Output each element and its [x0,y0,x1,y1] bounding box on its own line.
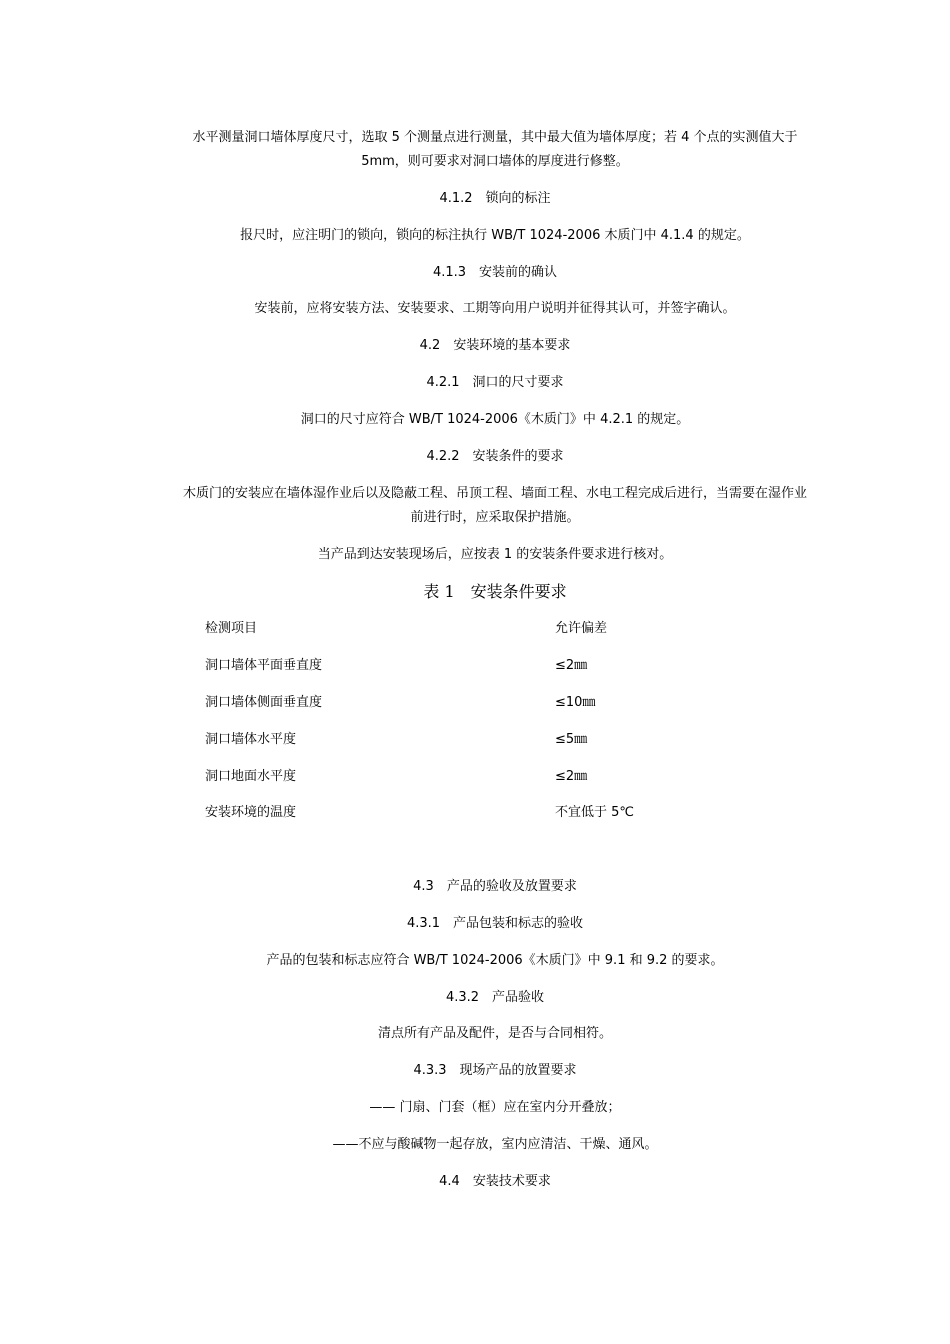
paragraph-wall-thickness: 水平测量洞口墙体厚度尺寸，选取 5 个测量点进行测量，其中最大值为墙体厚度；若 4 个点的实测值大于 5mm，则可要求对洞口墙体的厚度进行修整。 [192,130,798,169]
table-cell-tolerance: 不宜低于 5℃ [555,805,635,820]
table-header-cell: 允许偏差 [555,621,608,636]
table-cell-tolerance: ≤2㎜ [555,769,588,784]
heading-4-2-1: 4.2.1 洞口的尺寸要求 [426,375,564,390]
paragraph-4-3-1: 产品的包装和标志应符合 WB/T 1024-2006《木质门》中 9.1 和 9.2 的要求。 [266,953,724,968]
table-row [205,765,765,789]
heading-4-3-1: 4.3.1 产品包装和标志的验收 [406,916,584,931]
table-cell-tolerance: ≤10㎜ [555,695,596,710]
heading-4-2: 4.2 安装环境的基本要求 [419,338,571,353]
heading-4-1-2: 4.1.2 锁向的标注 [439,191,551,206]
paragraph-4-3-3-a: —— 门扇、门套（框）应在室内分开叠放； [369,1100,621,1115]
heading-4-3: 4.3 产品的验收及放置要求 [413,879,577,894]
table-caption: 表 1 安装条件要求 [423,582,567,601]
table-cell-item: 洞口地面水平度 [205,769,297,784]
paragraph-4-2-2-b: 当产品到达安装现场后，应按表 1 的安装条件要求进行核对。 [317,547,673,562]
table-header-row [205,617,765,641]
paragraph-4-3-2: 清点所有产品及配件，是否与合同相符。 [377,1026,612,1041]
table-row [205,728,765,752]
heading-4-4: 4.4 安装技术要求 [439,1174,551,1189]
heading-4-2-2: 4.2.2 安装条件的要求 [426,449,564,464]
table-row [205,654,765,678]
table-row [205,801,765,825]
heading-4-1-3: 4.1.3 安装前的确认 [432,265,558,280]
table-row [205,691,765,715]
table-header-cell: 检测项目 [205,621,258,636]
table-cell-item: 洞口墙体平面垂直度 [205,658,323,673]
paragraph-4-2-2-a: 木质门的安装应在墙体湿作业后以及隐蔽工程、吊顶工程、墙面工程、水电工程完成后进行，当需要在湿作业前进行时，应采取保护措施。 [182,486,807,525]
table-cell-item: 洞口墙体侧面垂直度 [205,695,323,710]
heading-4-3-2: 4.3.2 产品验收 [445,990,545,1005]
heading-4-3-3: 4.3.3 现场产品的放置要求 [413,1063,577,1078]
paragraph-4-3-3-b: ——不应与酸碱物一起存放，室内应清洁、干燥、通风。 [332,1137,658,1152]
paragraph-4-1-2: 报尺时，应注明门的锁向，锁向的标注执行 WB/T 1024-2006 木质门中 4.1.4 的规定。 [240,228,750,243]
table-cell-item: 安装环境的温度 [205,805,297,820]
paragraph-4-2-1: 洞口的尺寸应符合 WB/T 1024-2006《木质门》中 4.2.1 的规定。 [300,412,690,427]
table-cell-item: 洞口墙体水平度 [205,732,297,747]
table-cell-tolerance: ≤5㎜ [555,732,588,747]
table-cell-tolerance: ≤2㎜ [555,658,588,673]
paragraph-4-1-3: 安装前，应将安装方法、安装要求、工期等向用户说明并征得其认可，并签字确认。 [254,301,736,316]
